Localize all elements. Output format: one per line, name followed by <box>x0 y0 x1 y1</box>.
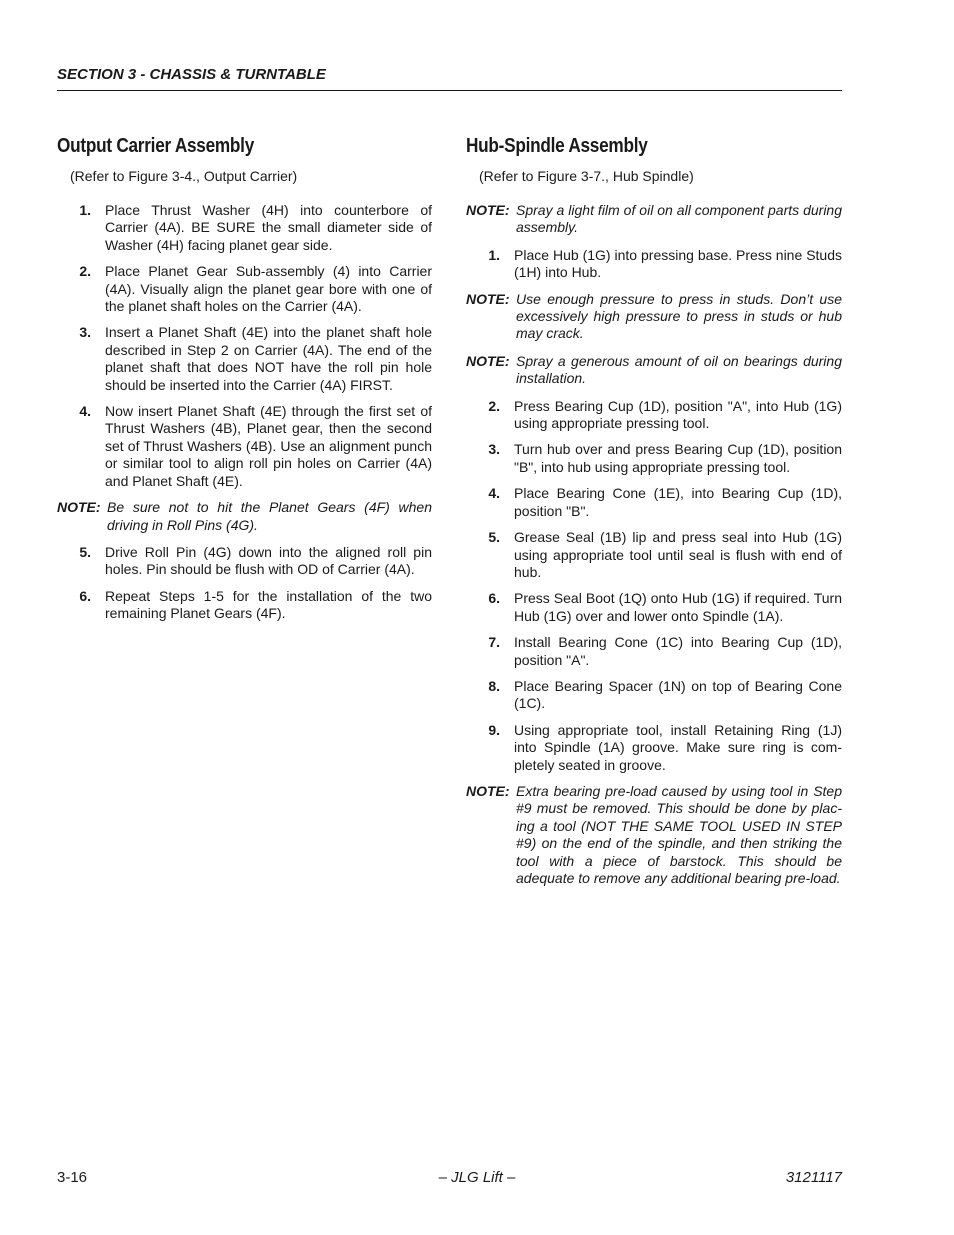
step-number: 9. <box>488 721 500 738</box>
step-text: Grease Seal (1B) lip and press seal into Hub (1G) using appropriate tool until seal is flush with end of hub. <box>514 529 842 580</box>
note-label: NOTE: <box>57 499 101 516</box>
step-number: 7. <box>488 634 500 651</box>
note-text: Be sure not to hit the Planet Gears (4F) when driving in Roll Pins (4G). <box>107 499 432 533</box>
step-item <box>466 722 842 774</box>
step-text: Install Bearing Cone (1C) into Bearing Cup (1D), position "A". <box>514 634 842 668</box>
note <box>466 353 842 388</box>
document-number: 3121117 <box>785 1169 842 1186</box>
note-label: NOTE: <box>466 352 510 369</box>
section-header: SECTION 3 - CHASSIS & TURNTABLE <box>57 66 326 83</box>
step-item <box>466 678 842 713</box>
step-list <box>57 202 432 623</box>
section-title: Output Carrier Assembly <box>57 135 255 157</box>
step-item <box>57 588 432 623</box>
step-number: 4. <box>488 485 500 502</box>
note-text: Spray a light film of oil on all component parts during assembly. <box>516 202 842 236</box>
step-list <box>466 202 842 887</box>
step-text: Now insert Planet Shaft (4E) through the first set of Thrust Washers (4B), Planet gear, then the second set of Thrust Washers (4B). Use an alignment punch or similar tool to align roll pin holes on Carrier (4A) and Planet Shaft (4E). <box>105 403 432 489</box>
step-item <box>57 202 432 254</box>
step-text: Place Hub (1G) into pressing base. Press nine Studs (1H) into Hub. <box>514 246 842 281</box>
step-item <box>57 324 432 394</box>
step-number: 1. <box>488 246 500 263</box>
step-text: Repeat Steps 1-5 for the installation of the two remaining Planet Gears (4F). <box>105 587 432 622</box>
step-item <box>466 590 842 625</box>
step-text: Place Planet Gear Sub-assembly (4) into Carrier (4A). Visually align the planet gear bore with one of the planet shaft holes on the Carrier (4A). <box>105 263 432 315</box>
step-item <box>57 263 432 315</box>
figure-reference: (Refer to Figure 3-7., Hub Spindle) <box>479 168 694 184</box>
step-number: 3. <box>488 441 500 458</box>
note-label: NOTE: <box>466 290 510 307</box>
step-item <box>466 398 842 433</box>
footer-brand: – JLG Lift – <box>438 1169 516 1186</box>
note <box>466 202 842 237</box>
note <box>57 499 432 534</box>
note-text: Use enough pressure to press in studs. Don’t use excessively high pressure to press in studs or hub may crack. <box>516 290 842 342</box>
step-number: 2. <box>488 397 500 414</box>
step-text: Press Seal Boot (1Q) onto Hub (1G) if required. Turn Hub (1G) over and lower onto Spindle (1A). <box>514 590 842 624</box>
header-rule <box>57 90 842 91</box>
step-item <box>466 485 842 520</box>
page-number: 3-16 <box>57 1169 88 1186</box>
step-text: Press Bearing Cup (1D), position "A", into Hub (1G) using appropriate pressing tool. <box>514 397 842 432</box>
step-text: Turn hub over and press Bearing Cup (1D), position "B", into hub using appropriate pressing tool. <box>514 441 842 475</box>
step-number: 6. <box>488 590 500 607</box>
output-carrier-section <box>57 134 432 632</box>
step-item <box>466 634 842 669</box>
step-item <box>57 403 432 490</box>
step-number: 5. <box>79 543 91 560</box>
step-number: 6. <box>79 587 91 604</box>
figure-reference: (Refer to Figure 3-4., Output Carrier) <box>70 168 298 184</box>
step-number: 3. <box>79 324 91 341</box>
step-number: 4. <box>79 403 91 420</box>
step-text: Place Thrust Washer (4H) into counterbore of Carrier (4A). BE SURE the small diameter side of Washer (4H) facing planet gear side. <box>105 202 432 253</box>
step-item <box>57 544 432 579</box>
step-text: Using appropriate tool, install Retaining Ring (1J) into Spindle (1A) groove. Make sure ring is com-pletely seated in groove. <box>514 721 842 773</box>
step-text: Drive Roll Pin (4G) down into the aligned roll pin holes. Pin should be flush with OD of Carrier (4A). <box>105 543 432 578</box>
hub-spindle-section <box>466 134 842 897</box>
step-number: 2. <box>79 263 91 280</box>
step-item <box>466 529 842 581</box>
step-number: 5. <box>488 529 500 546</box>
note-label: NOTE: <box>466 202 510 218</box>
step-item <box>466 247 842 282</box>
note-label: NOTE: <box>466 782 510 799</box>
step-number: 1. <box>79 202 91 218</box>
step-item <box>466 441 842 476</box>
note-text: Extra bearing pre-load caused by using tool in Step #9 must be removed. This should be done by plac-ing a tool (NOT THE SAME TOOL USED IN STEP #9) on the end of the spindle, and then striking the tool with a piece of barstock. This should be adequate to remove any additional bearing pre-load. <box>516 782 842 886</box>
step-text: Place Bearing Spacer (1N) on top of Bearing Cone (1C). <box>514 677 842 712</box>
note <box>466 783 842 887</box>
step-text: Place Bearing Cone (1E), into Bearing Cup (1D), position "B". <box>514 485 842 519</box>
step-number: 8. <box>488 677 500 694</box>
note <box>466 291 842 343</box>
note-text: Spray a generous amount of oil on bearings during installation. <box>516 352 842 387</box>
step-text: Insert a Planet Shaft (4E) into the planet shaft hole described in Step 2 on Carrier (4A). The end of the planet shaft that does NOT have the roll pin hole should be inserted into the Carrier (4A) FIRST. <box>105 324 432 393</box>
section-title: Hub-Spindle Assembly <box>466 135 648 157</box>
